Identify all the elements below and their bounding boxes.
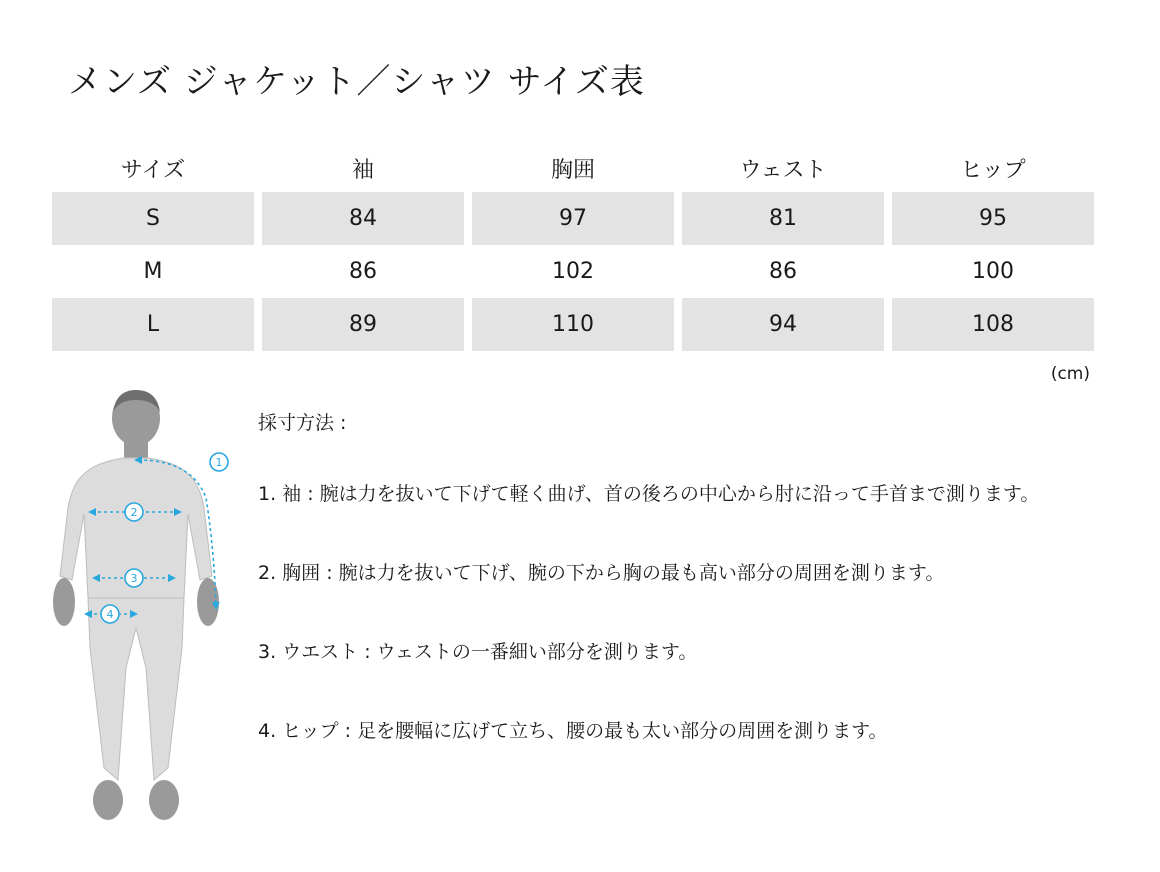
marker-2 bbox=[125, 503, 143, 521]
table-cell: M bbox=[143, 259, 163, 284]
table-cell: 110 bbox=[472, 298, 674, 351]
method-step-waist: 3. ウエスト : ウェストの一番細い部分を測ります。 bbox=[258, 641, 698, 663]
table-cell: 100 bbox=[972, 259, 1014, 284]
header-cell-waist: ウェスト bbox=[739, 157, 827, 183]
svg-text:1: 1 bbox=[215, 456, 223, 469]
method-label: 採寸方法 : bbox=[258, 412, 347, 434]
method-step-hip: 4. ヒップ : 足を腰幅に広げて立ち、腰の最も太い部分の周囲を測ります。 bbox=[258, 720, 888, 742]
svg-text:3: 3 bbox=[130, 572, 138, 585]
method-step-chest: 2. 胸囲 : 腕は力を抜いて下げ、腕の下から胸の最も高い部分の周囲を測ります。 bbox=[258, 562, 945, 584]
header-cell-hip: ヒップ bbox=[960, 157, 1026, 183]
table-header-row bbox=[52, 144, 1094, 192]
table-cell: 95 bbox=[892, 192, 1094, 245]
body-measurement-figure bbox=[36, 388, 246, 828]
unit-label: (cm) bbox=[1050, 364, 1090, 384]
table-cell: 94 bbox=[682, 298, 884, 351]
marker-3 bbox=[125, 569, 143, 587]
table-cell: L bbox=[52, 298, 254, 351]
table-row-m bbox=[52, 245, 1094, 298]
svg-text:4: 4 bbox=[106, 608, 114, 621]
header-cell-size: サイズ bbox=[120, 157, 186, 183]
table-row-l bbox=[52, 298, 1094, 351]
table-row-s bbox=[52, 192, 1094, 245]
header-cell-sleeve: 袖 bbox=[351, 157, 374, 183]
table-cell: 97 bbox=[472, 192, 674, 245]
size-table bbox=[52, 144, 1094, 351]
method-step-sleeve: 1. 袖 : 腕は力を抜いて下げて軽く曲げ、首の後ろの中心から肘に沿って手首まで測ります。 bbox=[258, 483, 1040, 505]
header-cell-chest: 胸囲 bbox=[550, 157, 595, 183]
marker-1 bbox=[210, 453, 228, 471]
table-cell: S bbox=[52, 192, 254, 245]
table-cell: 86 bbox=[349, 259, 377, 284]
marker-4 bbox=[101, 605, 119, 623]
svg-text:2: 2 bbox=[130, 506, 138, 519]
table-cell: 108 bbox=[892, 298, 1094, 351]
table-cell: 102 bbox=[552, 259, 594, 284]
table-cell: 81 bbox=[682, 192, 884, 245]
measurement-method bbox=[258, 408, 1158, 795]
page-title: メンズ ジャケット／シャツ サイズ表 bbox=[68, 62, 645, 102]
table-cell: 89 bbox=[262, 298, 464, 351]
body-silhouette bbox=[53, 390, 219, 820]
table-cell: 86 bbox=[769, 259, 797, 284]
table-cell: 84 bbox=[262, 192, 464, 245]
